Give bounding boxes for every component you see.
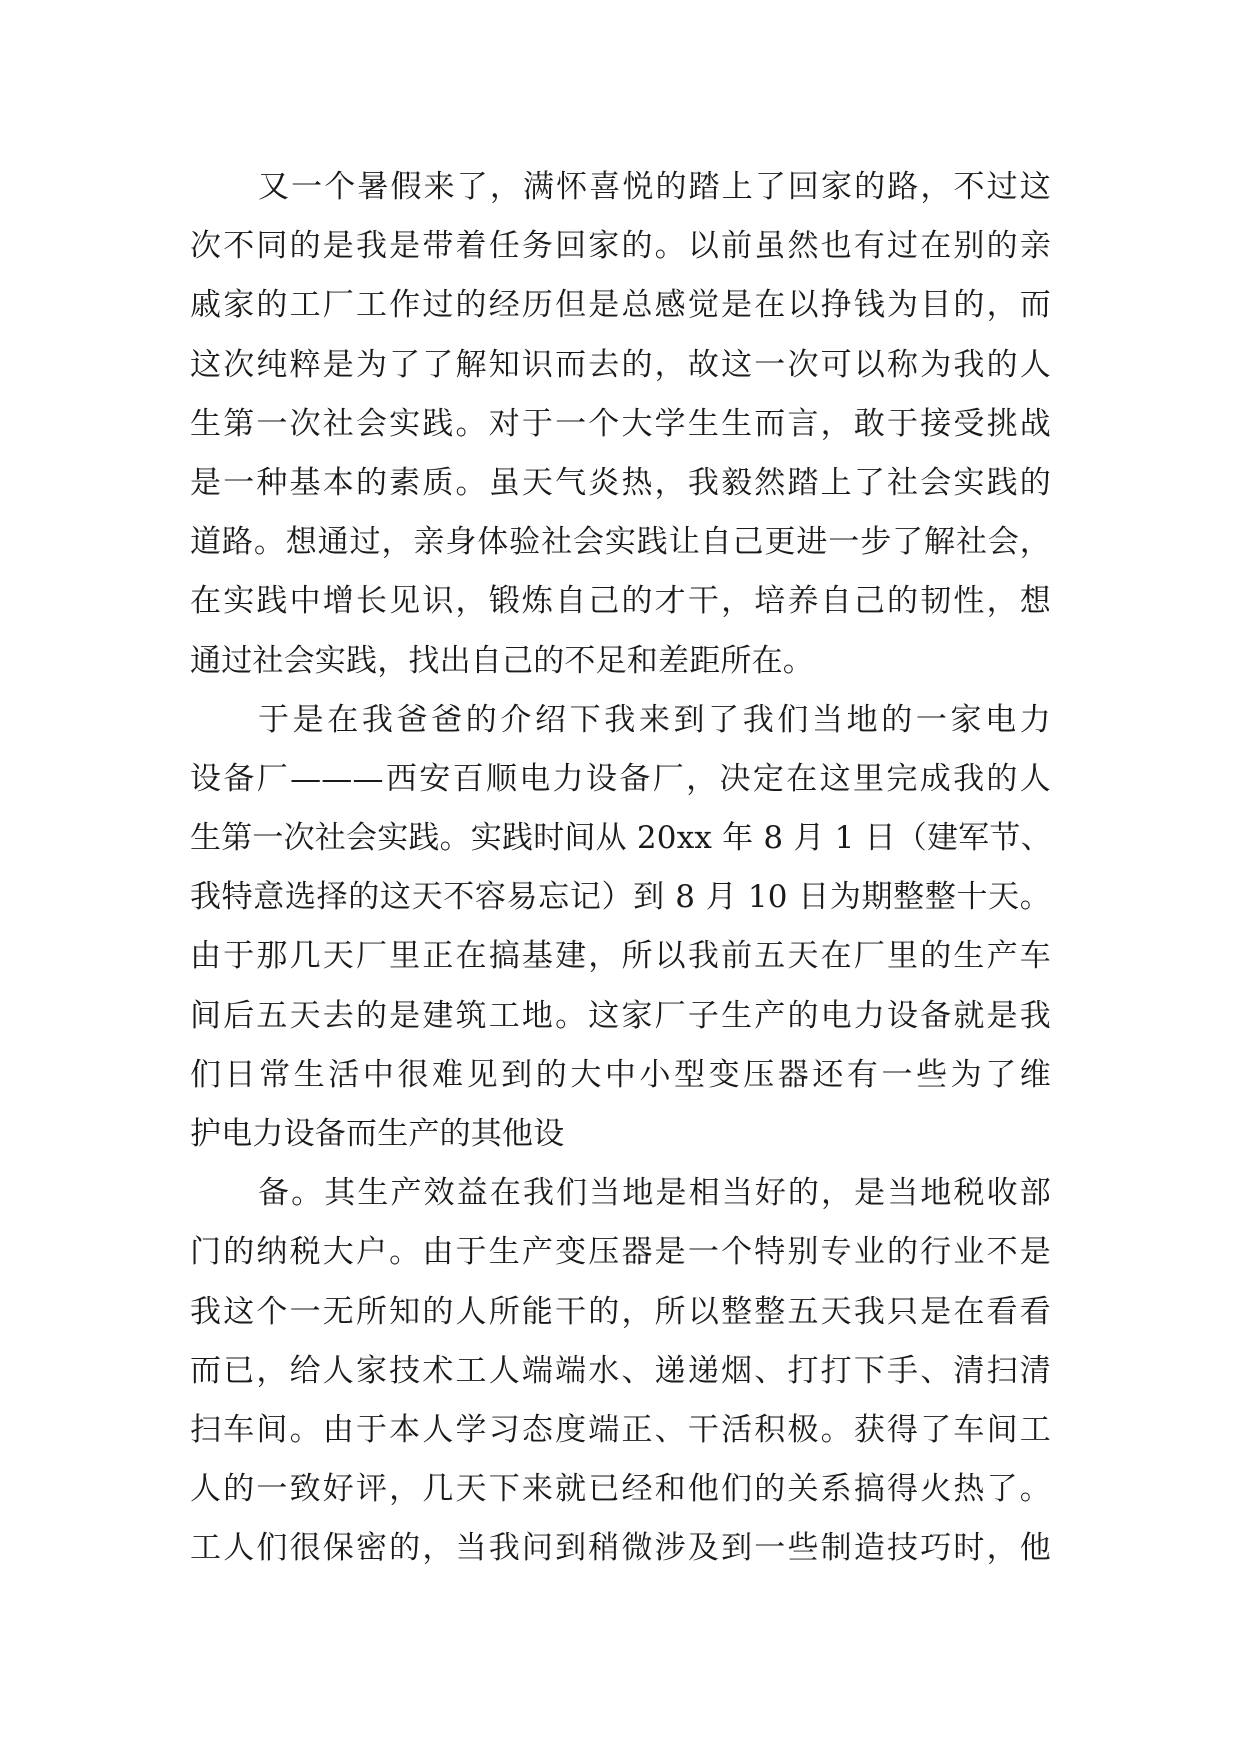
text-line: 于是在我爸爸的介绍下我来到了我们当地的一家电力 — [258, 701, 1051, 738]
text-line: 这次纯粹是为了了解知识而去的，故这一次可以称为我的人 — [190, 346, 1051, 383]
text-line: 我这个一无所知的人所能干的，所以整整五天我只是在看看 — [190, 1293, 1051, 1330]
text-line: 备。其生产效益在我们当地是相当好的，是当地税收部 — [258, 1175, 1051, 1212]
text-line: 设备厂———西安百顺电力设备厂，决定在这里完成我的人 — [190, 760, 1051, 797]
text-line: 扫车间。由于本人学习态度端正、干活积极。获得了车间工 — [190, 1411, 1051, 1448]
text-line: 门的纳税大户。由于生产变压器是一个特别专业的行业不是 — [190, 1234, 1051, 1271]
body-text — [190, 158, 1051, 1579]
text-line: 又一个暑假来了，满怀喜悦的踏上了回家的路，不过这 — [258, 169, 1051, 205]
text-line: 通过社会实践，找出自己的不足和差距所在。 — [190, 642, 814, 679]
text-line: 我特意选择的这天不容易忘记）到 8 月 10 日为期整整十天。 — [190, 879, 1051, 916]
text-line: 生第一次社会实践。实践时间从 20xx 年 8 月 1 日（建军节、 — [190, 820, 1052, 857]
text-line: 护电力设备而生产的其他设 — [190, 1116, 565, 1152]
text-line: 戚家的工厂工作过的经历但是总感觉是在以挣钱为目的，而 — [190, 287, 1051, 324]
text-line: 间后五天去的是建筑工地。这家厂子生产的电力设备就是我 — [190, 997, 1051, 1034]
text-line: 道路。想通过，亲身体验社会实践让自己更进一步了解社会， — [190, 524, 1051, 561]
text-line: 生第一次社会实践。对于一个大学生生而言，敢于接受挑战 — [190, 405, 1051, 442]
text-line: 在实践中增长见识，锻炼自己的才干，培养自己的韧性，想 — [190, 583, 1051, 620]
text-line: 而已，给人家技术工人端端水、递递烟、打打下手、清扫清 — [190, 1352, 1051, 1389]
text-line: 人的一致好评，几天下来就已经和他们的关系搞得火热了。 — [190, 1471, 1051, 1508]
text-line: 是一种基本的素质。虽天气炎热，我毅然踏上了社会实践的 — [190, 464, 1051, 501]
text-line: 工人们很保密的，当我问到稍微涉及到一些制造技巧时，他 — [190, 1530, 1051, 1567]
text-line: 们日常生活中很难见到的大中小型变压器还有一些为了维 — [190, 1056, 1051, 1093]
text-line: 由于那几天厂里正在搞基建，所以我前五天在厂里的生产车 — [190, 938, 1051, 975]
text-line: 次不同的是我是带着任务回家的。以前虽然也有过在别的亲 — [190, 228, 1051, 265]
